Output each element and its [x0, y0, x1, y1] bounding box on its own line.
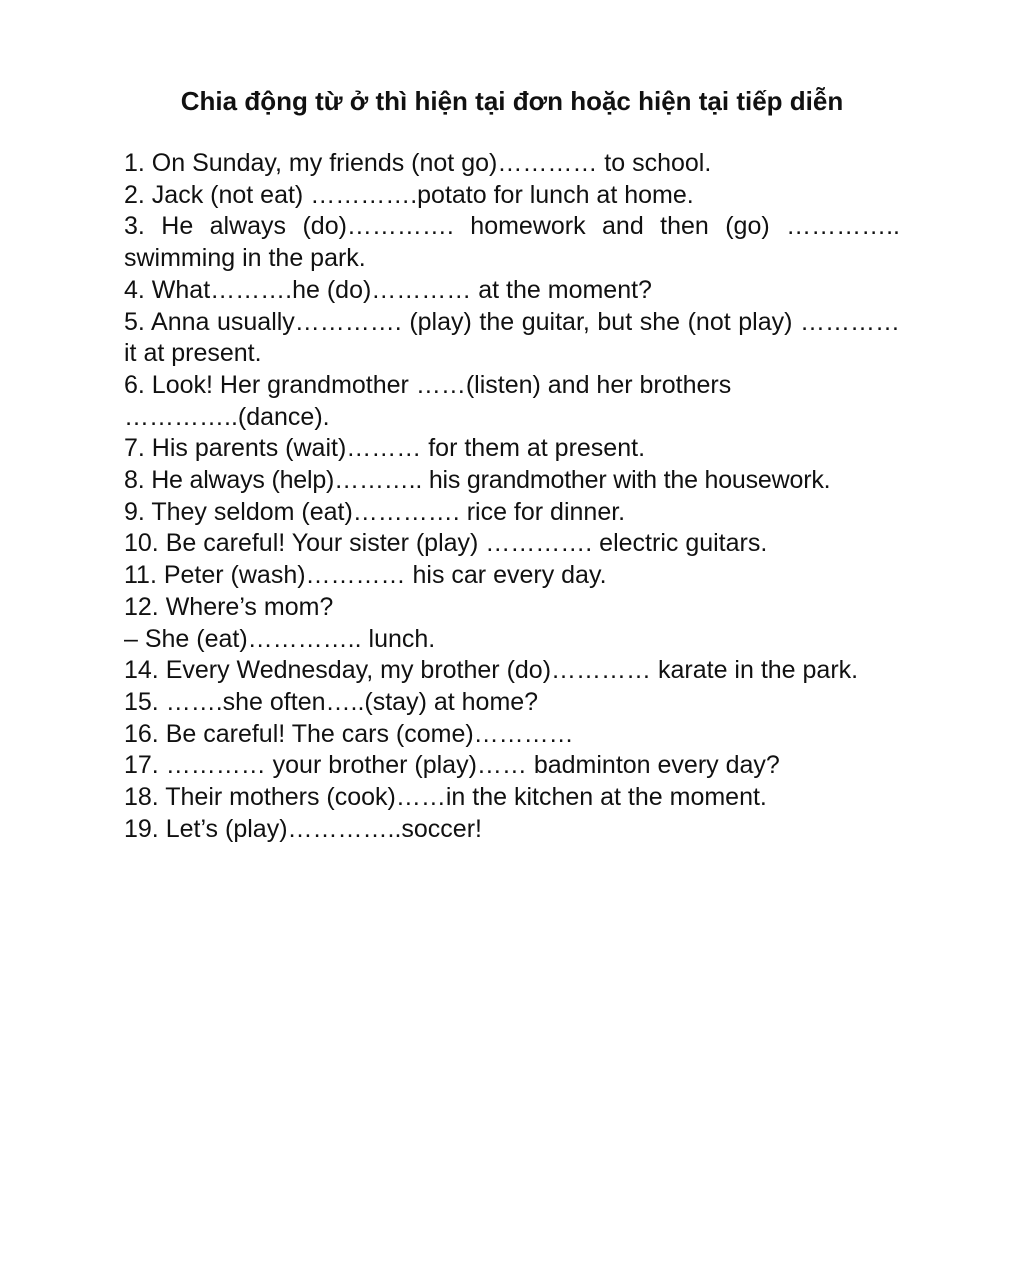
- worksheet-title: Chia động từ ở thì hiện tại đơn hoặc hiện tại tiếp diễn: [180, 86, 844, 116]
- exercise-item-4: 4. What……….he (do)………… at the moment?: [124, 275, 652, 304]
- exercise-item-13: – She (eat)………….. lunch.: [124, 624, 436, 653]
- exercise-item-3: 3. He always (do)…………. homework and then (go) ………….. swimming in the park.: [124, 212, 900, 273]
- exercise-item-5: 5. Anna usually…………. (play) the guitar, but she (not play) ………… it at present.: [124, 307, 900, 368]
- exercise-item-9: 9. They seldom (eat)…………. rice for dinner.: [124, 497, 626, 526]
- exercise-item-11: 11. Peter (wash)………… his car every day.: [124, 561, 607, 590]
- exercise-item-19: 19. Let’s (play)…………..soccer!: [124, 814, 482, 843]
- exercise-list: [124, 148, 900, 845]
- exercise-item-8: 8. He always (help)……….. his grandmother with the housework.: [124, 466, 831, 495]
- exercise-item-14: 14. Every Wednesday, my brother (do)………… karate in the park.: [124, 656, 859, 685]
- exercise-item-17: 17. ………… your brother (play)…… badminton every day?: [124, 751, 780, 780]
- exercise-item-1: 1. On Sunday, my friends (not go)………… to school.: [124, 149, 712, 177]
- exercise-item-15: 15. …….she often…..(stay) at home?: [124, 687, 539, 716]
- exercise-item-6: 6. Look! Her grandmother ……(listen) and her brothers …………..(dance).: [124, 370, 732, 431]
- exercise-item-12: 12. Where’s mom?: [124, 592, 334, 621]
- exercise-item-2: 2. Jack (not eat) ………….potato for lunch at home.: [124, 180, 694, 209]
- exercise-item-10: 10. Be careful! Your sister (play) …………. electric guitars.: [124, 529, 768, 558]
- exercise-item-16: 16. Be careful! The cars (come)…………: [124, 719, 574, 748]
- exercise-item-7: 7. His parents (wait)……… for them at present.: [124, 434, 646, 463]
- exercise-item-18: 18. Their mothers (cook)……in the kitchen at the moment.: [124, 783, 767, 812]
